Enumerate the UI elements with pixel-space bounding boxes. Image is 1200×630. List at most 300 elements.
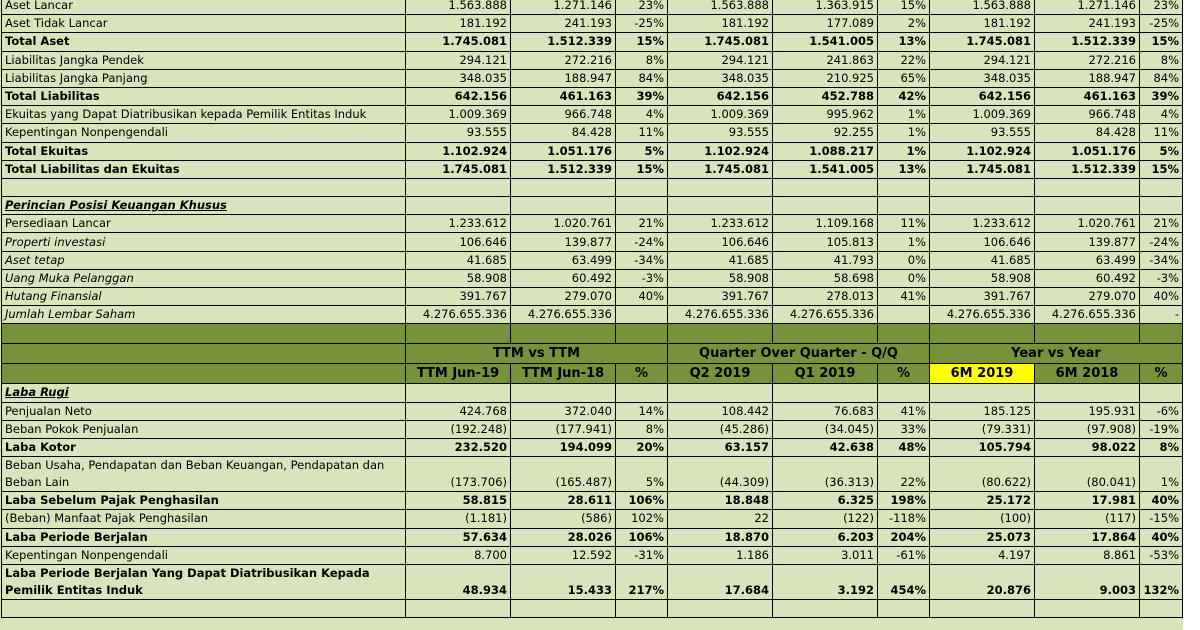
row-value: 15% [878, 0, 930, 15]
group-header: Quarter Over Quarter - Q/Q [668, 344, 930, 364]
row-value: 8% [616, 51, 668, 69]
row-value: 1.009.369 [668, 106, 773, 124]
row-value: 1.563.888 [668, 0, 773, 15]
row-value: 195.931 [1035, 402, 1140, 420]
row-value: 106.646 [930, 233, 1035, 251]
row-value: 5% [1140, 142, 1183, 160]
row-value: 139.877 [511, 233, 616, 251]
empty-cell [616, 178, 668, 196]
row-value: 232.520 [406, 438, 511, 456]
row-value: 1.271.146 [1035, 0, 1140, 15]
row-value: -25% [616, 15, 668, 33]
row-value: 177.089 [773, 15, 878, 33]
row-value: 93.555 [406, 124, 511, 142]
table-row [2, 546, 1183, 564]
empty-cell [930, 599, 1035, 617]
row-value: 39% [616, 87, 668, 105]
row-value: 48% [878, 438, 930, 456]
row-value: 105.813 [773, 233, 878, 251]
table-row [2, 15, 1183, 33]
row-value: 194.099 [511, 438, 616, 456]
empty-cell [1035, 599, 1140, 617]
empty-cell [668, 178, 773, 196]
row-value: 966.748 [511, 106, 616, 124]
row-value: 106.646 [406, 233, 511, 251]
row-value: - [1140, 306, 1183, 324]
row-label: (Beban) Manfaat Pajak Penghasilan [2, 510, 406, 528]
row-label: Beban Usaha, Pendapatan dan Beban Keuangan, Pendapatan dan Beban Lain [2, 457, 406, 492]
column-header: TTM Jun-19 [406, 364, 511, 384]
row-value: 1.233.612 [406, 215, 511, 233]
row-value: 42% [878, 87, 930, 105]
column-header: 6M 2019 [930, 364, 1035, 384]
row-label: Total Liabilitas dan Ekuitas [2, 160, 406, 178]
row-value: 84% [1140, 69, 1183, 87]
row-value: 132% [1140, 564, 1183, 599]
empty-cell [878, 178, 930, 196]
row-value: 39% [1140, 87, 1183, 105]
section-title: Perincian Posisi Keuangan Khusus [5, 198, 227, 213]
column-header: % [1140, 364, 1183, 384]
row-value: 33% [878, 420, 930, 438]
row-label: Liabilitas Jangka Panjang [2, 69, 406, 87]
row-value: 185.125 [930, 402, 1035, 420]
row-value: 28.611 [511, 492, 616, 510]
empty-cell [2, 324, 406, 344]
row-value: 15% [1140, 33, 1183, 51]
row-value: 93.555 [668, 124, 773, 142]
table-row [2, 564, 1183, 599]
row-value: 65% [878, 69, 930, 87]
special-section-header [2, 197, 1183, 215]
row-value: 14% [616, 402, 668, 420]
row-value: 188.947 [511, 69, 616, 87]
row-value: 106.646 [668, 233, 773, 251]
row-value: 18.848 [668, 492, 773, 510]
table-row [2, 160, 1183, 178]
row-value: 106% [616, 528, 668, 546]
row-value: 6.203 [773, 528, 878, 546]
row-value: 391.767 [406, 288, 511, 306]
row-value: 391.767 [930, 288, 1035, 306]
row-value: 0% [878, 251, 930, 269]
row-label: Laba Periode Berjalan Yang Dapat Diatribusikan Kepada Pemilik Entitas Induk [2, 564, 406, 599]
row-value: 1% [878, 106, 930, 124]
blank-row [2, 324, 1183, 344]
row-value: 22% [878, 457, 930, 492]
row-value: 1.745.081 [668, 33, 773, 51]
row-value: 40% [1140, 492, 1183, 510]
row-value: 60.492 [511, 269, 616, 287]
row-value: 2% [878, 15, 930, 33]
empty-cell [406, 599, 511, 617]
row-value: 8% [1140, 51, 1183, 69]
row-value: 1.102.924 [930, 142, 1035, 160]
row-value: 272.216 [1035, 51, 1140, 69]
table-row [2, 142, 1183, 160]
row-value: 58.815 [406, 492, 511, 510]
row-value: 8% [616, 420, 668, 438]
empty-cell [1140, 324, 1183, 344]
row-value: 241.193 [511, 15, 616, 33]
column-header: Q1 2019 [773, 364, 878, 384]
row-value: 4.276.655.336 [511, 306, 616, 324]
group-header-row [2, 344, 1183, 364]
row-value: 181.192 [406, 15, 511, 33]
group-header: TTM vs TTM [406, 344, 668, 364]
row-label: Kepentingan Nonpengendali [2, 124, 406, 142]
row-value: -3% [1140, 269, 1183, 287]
row-value: 181.192 [668, 15, 773, 33]
empty-cell [773, 197, 878, 215]
empty-cell [511, 324, 616, 344]
row-value: (79.331) [930, 420, 1035, 438]
row-value: 105.794 [930, 438, 1035, 456]
row-value: 1% [878, 124, 930, 142]
table-row [2, 306, 1183, 324]
row-value: 348.035 [930, 69, 1035, 87]
row-label: Laba Kotor [2, 438, 406, 456]
empty-cell [616, 384, 668, 402]
row-value: 15% [616, 33, 668, 51]
row-value: 58.908 [668, 269, 773, 287]
row-value: 11% [878, 215, 930, 233]
row-value: -3% [616, 269, 668, 287]
row-value: 1.745.081 [406, 33, 511, 51]
row-value: (36.313) [773, 457, 878, 492]
row-value [878, 306, 930, 324]
row-value: 4.276.655.336 [773, 306, 878, 324]
row-value: (117) [1035, 510, 1140, 528]
table-row [2, 492, 1183, 510]
row-value: 58.908 [930, 269, 1035, 287]
row-value: 17.981 [1035, 492, 1140, 510]
row-value: 21% [616, 215, 668, 233]
row-value: 1.051.176 [1035, 142, 1140, 160]
row-value: 139.877 [1035, 233, 1140, 251]
row-value: 1.745.081 [930, 160, 1035, 178]
row-value: 642.156 [930, 87, 1035, 105]
section-title: Laba Rugi [5, 385, 69, 400]
row-value: 424.768 [406, 402, 511, 420]
row-value: 1.009.369 [406, 106, 511, 124]
table-row [2, 51, 1183, 69]
row-value: -61% [878, 546, 930, 564]
row-value: 25.073 [930, 528, 1035, 546]
empty-cell [406, 384, 511, 402]
empty-cell [1140, 384, 1183, 402]
row-value: 13% [878, 33, 930, 51]
row-value: 0% [878, 269, 930, 287]
section-cell [2, 197, 406, 215]
row-value: 1.745.081 [668, 160, 773, 178]
row-value: 58.908 [406, 269, 511, 287]
row-value: 5% [616, 457, 668, 492]
row-value: -6% [1140, 402, 1183, 420]
empty-cell [1035, 197, 1140, 215]
row-value [616, 306, 668, 324]
row-label: Aset Tidak Lancar [2, 15, 406, 33]
empty-cell [878, 599, 930, 617]
row-value: (34.045) [773, 420, 878, 438]
row-value: 40% [1140, 528, 1183, 546]
blank-row [2, 599, 1183, 617]
row-value: 106% [616, 492, 668, 510]
row-value: 1.512.339 [511, 33, 616, 51]
empty-cell [930, 197, 1035, 215]
table-row [2, 69, 1183, 87]
row-value: -15% [1140, 510, 1183, 528]
row-value: 15% [616, 160, 668, 178]
row-value: 1.512.339 [1035, 160, 1140, 178]
row-value: 28.026 [511, 528, 616, 546]
row-value: 41.685 [930, 251, 1035, 269]
row-value: 1.020.761 [1035, 215, 1140, 233]
row-value: (1.181) [406, 510, 511, 528]
row-value: 4.276.655.336 [1035, 306, 1140, 324]
row-value: 1.051.176 [511, 142, 616, 160]
row-value: 454% [878, 564, 930, 599]
empty-cell [773, 324, 878, 344]
column-header: TTM Jun-18 [511, 364, 616, 384]
row-value: 11% [1140, 124, 1183, 142]
row-value: 22 [668, 510, 773, 528]
row-value: 1.512.339 [511, 160, 616, 178]
row-value: (45.286) [668, 420, 773, 438]
row-value: 294.121 [668, 51, 773, 69]
row-value: 1.271.146 [511, 0, 616, 15]
row-value: 1.745.081 [930, 33, 1035, 51]
row-value: 22% [878, 51, 930, 69]
row-value: 278.013 [773, 288, 878, 306]
row-value: 5% [616, 142, 668, 160]
row-value: 461.163 [1035, 87, 1140, 105]
row-label: Properti investasi [2, 233, 406, 251]
column-header: 6M 2018 [1035, 364, 1140, 384]
row-label: Ekuitas yang Dapat Diatribusikan kepada Pemilik Entitas Induk [2, 106, 406, 124]
empty-cell [1140, 197, 1183, 215]
row-label: Persediaan Lancar [2, 215, 406, 233]
row-value: 41.685 [668, 251, 773, 269]
row-value: 40% [616, 288, 668, 306]
empty-cell [511, 599, 616, 617]
table-row [2, 420, 1183, 438]
row-label: Penjualan Neto [2, 402, 406, 420]
row-label: Kepentingan Nonpengendali [2, 546, 406, 564]
row-label: Hutang Finansial [2, 288, 406, 306]
table-row [2, 124, 1183, 142]
row-value: -53% [1140, 546, 1183, 564]
row-value: 1.102.924 [668, 142, 773, 160]
row-value: 1.009.369 [930, 106, 1035, 124]
row-value: 84.428 [1035, 124, 1140, 142]
row-value: 4% [1140, 106, 1183, 124]
row-value: 98.022 [1035, 438, 1140, 456]
empty-cell [1035, 178, 1140, 196]
row-value: 23% [616, 0, 668, 15]
row-label: Laba Periode Berjalan [2, 528, 406, 546]
empty-cell [878, 197, 930, 215]
row-value: 8% [1140, 438, 1183, 456]
row-value: 20% [616, 438, 668, 456]
empty-cell [616, 599, 668, 617]
row-label: Laba Sebelum Pajak Penghasilan [2, 492, 406, 510]
row-value: 642.156 [406, 87, 511, 105]
row-value: 8.700 [406, 546, 511, 564]
row-value: 3.192 [773, 564, 878, 599]
row-value: 391.767 [668, 288, 773, 306]
row-value: 1.233.612 [930, 215, 1035, 233]
table-row [2, 215, 1183, 233]
row-value: 63.499 [511, 251, 616, 269]
empty-cell [773, 384, 878, 402]
row-value: 21% [1140, 215, 1183, 233]
table-row [2, 402, 1183, 420]
row-label: Liabilitas Jangka Pendek [2, 51, 406, 69]
right-margin [1183, 0, 1200, 630]
row-value: 18.870 [668, 528, 773, 546]
row-value: 92.255 [773, 124, 878, 142]
row-label: Jumlah Lembar Saham [2, 306, 406, 324]
row-value: 294.121 [406, 51, 511, 69]
empty-cell [511, 197, 616, 215]
row-value: 1.109.168 [773, 215, 878, 233]
row-value: (177.941) [511, 420, 616, 438]
row-value: 8.861 [1035, 546, 1140, 564]
row-value: 12.592 [511, 546, 616, 564]
row-value: -31% [616, 546, 668, 564]
row-value: 17.864 [1035, 528, 1140, 546]
row-value: 42.638 [773, 438, 878, 456]
empty-cell [773, 599, 878, 617]
row-value: 995.962 [773, 106, 878, 124]
row-value: 1.363.915 [773, 0, 878, 15]
row-value: 1.512.339 [1035, 33, 1140, 51]
row-label: Beban Pokok Penjualan [2, 420, 406, 438]
row-value: (586) [511, 510, 616, 528]
financial-table [1, 0, 1183, 618]
column-header: % [616, 364, 668, 384]
row-value: 241.193 [1035, 15, 1140, 33]
row-value: 58.698 [773, 269, 878, 287]
empty-cell [878, 324, 930, 344]
empty-cell [511, 178, 616, 196]
row-value: 1.020.761 [511, 215, 616, 233]
empty-cell [878, 384, 930, 402]
table-row [2, 528, 1183, 546]
row-value: -24% [616, 233, 668, 251]
row-label: Aset tetap [2, 251, 406, 269]
row-value: 198% [878, 492, 930, 510]
row-label: Total Ekuitas [2, 142, 406, 160]
empty-cell [1140, 178, 1183, 196]
empty-cell [668, 197, 773, 215]
empty-cell [930, 178, 1035, 196]
row-value: (165.487) [511, 457, 616, 492]
row-value: -24% [1140, 233, 1183, 251]
row-value: 210.925 [773, 69, 878, 87]
row-value: 294.121 [930, 51, 1035, 69]
row-value: 11% [616, 124, 668, 142]
row-value: 204% [878, 528, 930, 546]
row-value: 181.192 [930, 15, 1035, 33]
row-label: Total Liabilitas [2, 87, 406, 105]
table-row [2, 288, 1183, 306]
row-value: 63.157 [668, 438, 773, 456]
row-value: 241.863 [773, 51, 878, 69]
empty-cell [1140, 599, 1183, 617]
income-section-header [2, 384, 1183, 402]
row-value: 1.541.005 [773, 160, 878, 178]
table-row [2, 87, 1183, 105]
row-value: 6.325 [773, 492, 878, 510]
row-value: -34% [1140, 251, 1183, 269]
column-header-row [2, 364, 1183, 384]
empty-cell [406, 197, 511, 215]
row-value: 60.492 [1035, 269, 1140, 287]
row-value: 93.555 [930, 124, 1035, 142]
row-value: (80.041) [1035, 457, 1140, 492]
row-value: 1% [878, 142, 930, 160]
row-value: 41.793 [773, 251, 878, 269]
row-value: 348.035 [668, 69, 773, 87]
header-blank [2, 344, 406, 364]
row-value: 348.035 [406, 69, 511, 87]
row-value: 48.934 [406, 564, 511, 599]
table-row [2, 269, 1183, 287]
row-value: 76.683 [773, 402, 878, 420]
empty-cell [616, 197, 668, 215]
row-value: 17.684 [668, 564, 773, 599]
row-value: 84.428 [511, 124, 616, 142]
row-value: -118% [878, 510, 930, 528]
row-value: 15% [1140, 160, 1183, 178]
row-value: 1.563.888 [406, 0, 511, 15]
row-value: 13% [878, 160, 930, 178]
empty-cell [773, 178, 878, 196]
section-cell [2, 384, 406, 402]
empty-cell [668, 599, 773, 617]
row-value: (44.309) [668, 457, 773, 492]
row-value: 279.070 [1035, 288, 1140, 306]
row-value: 1.233.612 [668, 215, 773, 233]
table-row [2, 438, 1183, 456]
row-value: 40% [1140, 288, 1183, 306]
empty-cell [668, 384, 773, 402]
row-value: 279.070 [511, 288, 616, 306]
table-row [2, 251, 1183, 269]
table-row [2, 233, 1183, 251]
row-value: 4.197 [930, 546, 1035, 564]
row-value: 41% [878, 288, 930, 306]
row-value: 1.563.888 [930, 0, 1035, 15]
row-value: 57.634 [406, 528, 511, 546]
table-row [2, 33, 1183, 51]
row-value: 461.163 [511, 87, 616, 105]
empty-cell [930, 384, 1035, 402]
empty-cell [930, 324, 1035, 344]
row-value: (192.248) [406, 420, 511, 438]
row-label: Uang Muka Pelanggan [2, 269, 406, 287]
empty-cell [511, 384, 616, 402]
empty-cell [2, 599, 406, 617]
row-value: 272.216 [511, 51, 616, 69]
empty-cell [406, 178, 511, 196]
empty-cell [1035, 324, 1140, 344]
row-value: 25.172 [930, 492, 1035, 510]
empty-cell [1035, 384, 1140, 402]
row-label: Total Aset [2, 33, 406, 51]
